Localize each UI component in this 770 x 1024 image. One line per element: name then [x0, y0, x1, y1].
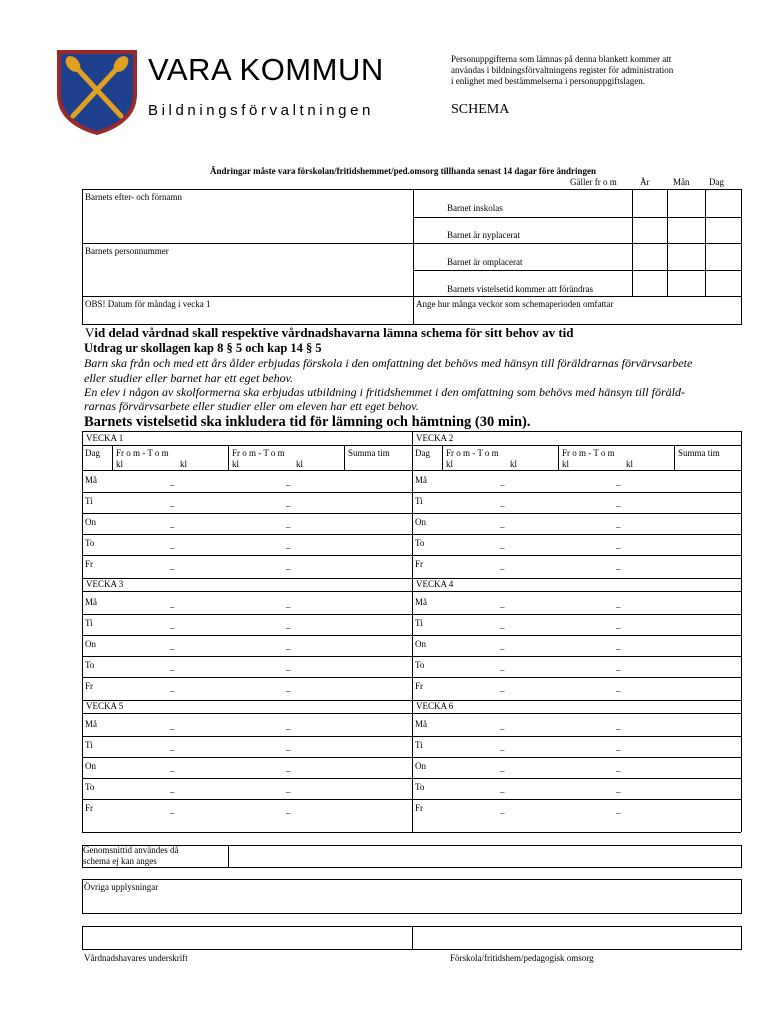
form-title: SCHEMA: [451, 102, 510, 117]
divider: [413, 243, 741, 244]
from-to-column-header: Fr o m - T o m: [562, 448, 615, 458]
time-to-field[interactable]: _: [616, 599, 621, 609]
divider: [82, 677, 741, 678]
time-to-field[interactable]: _: [286, 519, 291, 529]
time-from-field[interactable]: _: [170, 763, 175, 773]
week-1-day-2: Ti: [85, 496, 93, 506]
week-4-day-5: Fr: [415, 681, 424, 691]
divider: [442, 445, 443, 470]
privacy-notice-line-1: Personuppgifterna som lämnas på denna blankett kommer att: [451, 54, 672, 64]
time-to-field[interactable]: _: [286, 561, 291, 571]
child-ssn-label: Barnets personnummer: [85, 246, 169, 256]
divider: [413, 217, 741, 218]
time-from-field[interactable]: _: [170, 662, 175, 672]
week-1-day-4: To: [85, 538, 95, 548]
divider: [82, 534, 741, 535]
divider: [82, 700, 741, 701]
time-from-field[interactable]: _: [500, 641, 505, 651]
divider: [82, 614, 741, 615]
time-to-field[interactable]: _: [616, 641, 621, 651]
enrolled-label: Barnet inskolas: [447, 203, 503, 213]
divider: [741, 189, 742, 325]
paragraph-2-line-1: En elev i någon av skolformerna ska erbjudas utbildning i fritidshemmet i den omfattning som behövs med hänsyn till föräld-: [84, 385, 685, 399]
paragraph-1-line-2: eller studier eller barnet har ett eget behov.: [84, 371, 294, 385]
average-time-label-2: schema ej kan anges: [83, 856, 157, 866]
week-6-day-2: Ti: [415, 740, 423, 750]
divider: [82, 757, 741, 758]
new-placed-label: Barnet är nyplacerat: [447, 230, 520, 240]
divider: [344, 445, 345, 470]
week-6-day-1: Må: [415, 719, 427, 729]
divider: [82, 470, 741, 471]
divider: [82, 832, 741, 833]
time-from-field[interactable]: _: [170, 742, 175, 752]
week-3-day-2: Ti: [85, 618, 93, 628]
time-from-field[interactable]: _: [500, 540, 505, 550]
time-from-field[interactable]: _: [500, 620, 505, 630]
valid-from-label: Gäller fr o m: [570, 177, 617, 187]
obs-date-label: OBS! Datum för måndag i vecka 1: [85, 299, 211, 309]
week-2-day-4: To: [415, 538, 425, 548]
time-to-field[interactable]: _: [286, 599, 291, 609]
time-from-field[interactable]: _: [170, 620, 175, 630]
week-6-day-3: On: [415, 761, 426, 771]
law-extract-heading: Utdrag ur skollagen kap 8 § 5 och kap 14 § 5: [84, 341, 322, 355]
kl-column-header: kl: [446, 459, 454, 469]
time-to-field[interactable]: _: [616, 784, 621, 794]
time-to-field[interactable]: _: [616, 742, 621, 752]
kl-column-header: kl: [116, 459, 124, 469]
coat-of-arms-icon: [55, 50, 139, 135]
department-name: Bildningsförvaltningen: [148, 102, 374, 119]
average-time-label-1: Genomsnittid användes då: [83, 845, 179, 855]
divider: [82, 799, 741, 800]
time-from-field[interactable]: _: [170, 519, 175, 529]
divider: [82, 189, 83, 325]
time-to-field[interactable]: _: [616, 477, 621, 487]
divider: [82, 736, 741, 737]
time-to-field[interactable]: _: [286, 763, 291, 773]
time-to-field[interactable]: _: [616, 519, 621, 529]
week-5-label: VECKA 5: [86, 701, 124, 711]
week-6-day-4: To: [415, 782, 425, 792]
time-to-field[interactable]: _: [286, 620, 291, 630]
week-6-label: VECKA 6: [416, 701, 454, 711]
divider: [558, 445, 559, 470]
from-to-column-header: Fr o m - T o m: [116, 448, 169, 458]
week-2-day-5: Fr: [415, 559, 424, 569]
time-from-field[interactable]: _: [170, 599, 175, 609]
time-from-field[interactable]: _: [500, 763, 505, 773]
total-hours-column-header: Summa tim: [348, 448, 390, 458]
time-to-field[interactable]: _: [286, 721, 291, 731]
week-5-day-1: Må: [85, 719, 97, 729]
time-from-field[interactable]: _: [170, 641, 175, 651]
divider: [82, 591, 741, 592]
week-5-day-5: Fr: [85, 803, 94, 813]
week-3-day-5: Fr: [85, 681, 94, 691]
time-to-field[interactable]: _: [286, 742, 291, 752]
week-4-label: VECKA 4: [416, 579, 454, 589]
kl-column-header: kl: [296, 459, 304, 469]
time-from-field[interactable]: _: [170, 805, 175, 815]
time-from-field[interactable]: _: [170, 784, 175, 794]
week-2-label: VECKA 2: [416, 433, 454, 443]
org-name: VARA KOMMUN: [148, 52, 384, 87]
guardian-signature-label: Vårdnadshavares underskrift: [84, 953, 188, 963]
time-to-field[interactable]: _: [286, 498, 291, 508]
week-4-day-2: Ti: [415, 618, 423, 628]
kl-column-header: kl: [510, 459, 518, 469]
week-4-day-4: To: [415, 660, 425, 670]
time-to-field[interactable]: _: [616, 805, 621, 815]
privacy-notice-line-2: användas i bildningsförvaltningens register för administration: [451, 65, 674, 75]
week-5-day-2: Ti: [85, 740, 93, 750]
time-to-field[interactable]: _: [616, 498, 621, 508]
week-1-day-1: Må: [85, 475, 97, 485]
week-3-day-1: Må: [85, 597, 97, 607]
divider: [674, 445, 675, 470]
time-to-field[interactable]: _: [286, 540, 291, 550]
time-to-field[interactable]: _: [286, 641, 291, 651]
divider: [82, 656, 741, 657]
divider: [112, 445, 113, 470]
total-hours-column-header: Summa tim: [678, 448, 720, 458]
divider: [82, 189, 742, 190]
child-name-label: Barnets efter- och förnamn: [85, 192, 183, 202]
time-to-field[interactable]: _: [286, 683, 291, 693]
kl-column-header: kl: [562, 459, 570, 469]
from-to-column-header: Fr o m - T o m: [446, 448, 499, 458]
time-to-field[interactable]: _: [616, 721, 621, 731]
pickup-note: Barnets vistelsetid ska inkludera tid för lämning och hämtning (30 min).: [84, 414, 531, 430]
other-info-box[interactable]: [82, 879, 742, 914]
kl-column-header: kl: [232, 459, 240, 469]
deadline-notice: Ändringar måste vara förskolan/fritidshemmet/ped.omsorg tillhanda senast 14 dagar före ändringen: [210, 166, 597, 176]
time-from-field[interactable]: _: [500, 742, 505, 752]
time-to-field[interactable]: _: [616, 662, 621, 672]
shared-custody-note: [85, 325, 574, 341]
divider: [82, 445, 741, 446]
week-1-day-3: On: [85, 517, 96, 527]
privacy-notice-line-3: i enlighet med bestämmelserna i personuppgiftslagen.: [451, 76, 645, 86]
other-info-label: Övriga upplysningar: [84, 882, 159, 892]
time-to-field[interactable]: _: [616, 763, 621, 773]
divider: [82, 555, 741, 556]
divider: [228, 845, 229, 868]
time-from-field[interactable]: _: [170, 721, 175, 731]
time-from-field[interactable]: _: [170, 498, 175, 508]
week-2-day-2: Ti: [415, 496, 423, 506]
paragraph-1-line-1: Barn ska från och med ett års ålder erbjudas förskola i den omfattning det behövs med hänsyn till föräldrarnas förvärvsarbete: [84, 356, 693, 370]
week-1-label: VECKA 1: [86, 433, 124, 443]
time-from-field[interactable]: _: [170, 540, 175, 550]
paragraph-2-line-2: rarnas förvärvsarbete eller studier eller om eleven har ett eget behov.: [84, 399, 419, 413]
divider: [82, 578, 741, 579]
shared-custody-text: id delad vårdnad skall respektive vårdnadshavarna lämna schema för sitt behov av tid: [94, 325, 574, 340]
re-placed-label: Barnet är omplacerat: [447, 257, 523, 267]
divider: [82, 243, 413, 244]
time-to-field[interactable]: _: [286, 784, 291, 794]
divider: [412, 926, 413, 950]
from-to-column-header: Fr o m - T o m: [232, 448, 285, 458]
week-4-day-3: On: [415, 639, 426, 649]
time-from-field[interactable]: _: [500, 561, 505, 571]
weeks-count-label: Ange hur många veckor som schemaperioden omfattar: [416, 299, 614, 309]
month-label: Mån: [673, 177, 690, 187]
divider: [413, 189, 414, 325]
time-from-field[interactable]: _: [170, 561, 175, 571]
day-column-header: Dag: [415, 448, 430, 458]
time-to-field[interactable]: _: [286, 477, 291, 487]
week-3-day-4: To: [85, 660, 95, 670]
week-5-day-3: On: [85, 761, 96, 771]
divider: [82, 513, 741, 514]
time-from-field[interactable]: _: [170, 477, 175, 487]
time-from-field[interactable]: _: [500, 599, 505, 609]
divider: [413, 270, 741, 271]
day-label: Dag: [709, 177, 724, 187]
shared-custody-first-letter: V: [85, 325, 95, 340]
coat-of-arms: [55, 50, 139, 135]
time-from-field[interactable]: _: [500, 519, 505, 529]
day-column-header: Dag: [85, 448, 100, 458]
week-1-day-5: Fr: [85, 559, 94, 569]
kl-column-header: kl: [626, 459, 634, 469]
kl-column-header: kl: [180, 459, 188, 469]
divider: [82, 635, 741, 636]
time-from-field[interactable]: _: [500, 477, 505, 487]
week-5-day-4: To: [85, 782, 95, 792]
time-from-field[interactable]: _: [500, 683, 505, 693]
time-from-field[interactable]: _: [500, 721, 505, 731]
year-label: År: [640, 177, 650, 187]
week-4-day-1: Må: [415, 597, 427, 607]
time-to-field[interactable]: _: [616, 683, 621, 693]
divider: [82, 713, 741, 714]
time-from-field[interactable]: _: [500, 805, 505, 815]
time-from-field[interactable]: _: [500, 662, 505, 672]
week-2-day-3: On: [415, 517, 426, 527]
divider: [82, 778, 741, 779]
time-from-field[interactable]: _: [500, 498, 505, 508]
time-to-field[interactable]: _: [286, 805, 291, 815]
stay-change-label: Barnets vistelsetid kommer att förändras: [447, 284, 593, 294]
week-6-day-5: Fr: [415, 803, 424, 813]
time-to-field[interactable]: _: [616, 540, 621, 550]
time-to-field[interactable]: _: [616, 561, 621, 571]
preschool-signature-label: Förskola/fritidshem/pedagogisk omsorg: [450, 953, 594, 963]
week-3-label: VECKA 3: [86, 579, 124, 589]
average-time-box[interactable]: [82, 845, 742, 868]
time-to-field[interactable]: _: [616, 620, 621, 630]
time-to-field[interactable]: _: [286, 662, 291, 672]
divider: [82, 492, 741, 493]
divider: [228, 445, 229, 470]
week-3-day-3: On: [85, 639, 96, 649]
time-from-field[interactable]: _: [500, 784, 505, 794]
divider: [741, 431, 742, 832]
time-from-field[interactable]: _: [170, 683, 175, 693]
week-2-day-1: Må: [415, 475, 427, 485]
divider: [82, 296, 742, 297]
